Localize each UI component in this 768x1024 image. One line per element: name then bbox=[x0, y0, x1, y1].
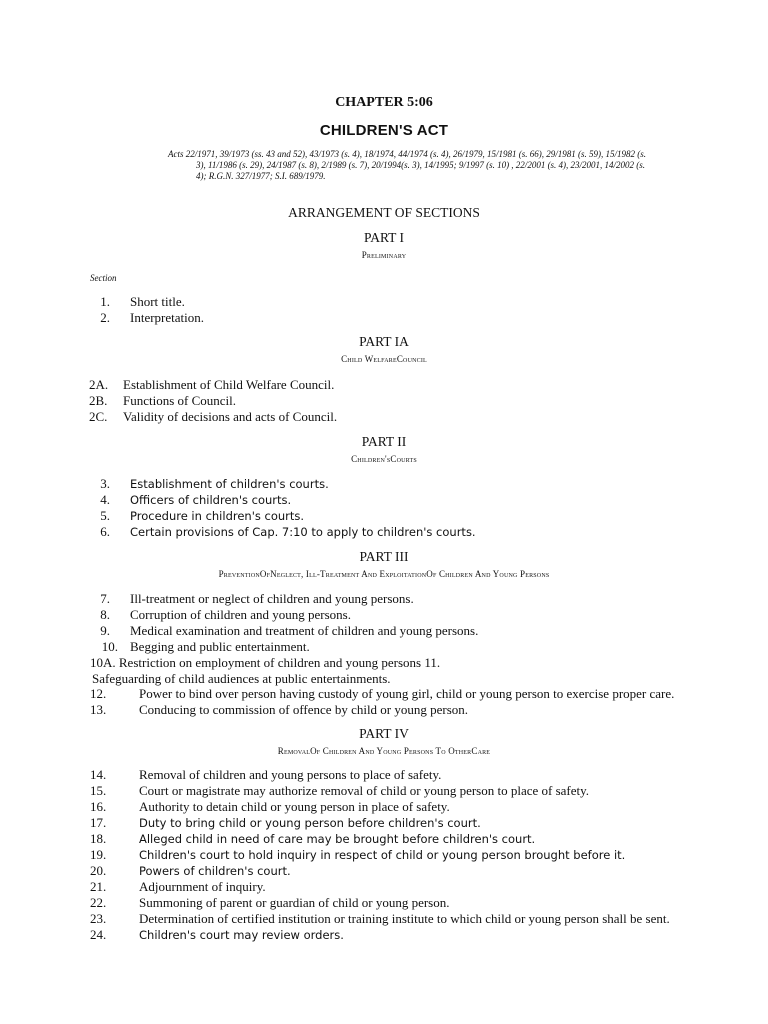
toc-entry-10a: 10A. Restriction on employment of children and young persons 11. bbox=[90, 655, 441, 670]
part-4-title: PART IV bbox=[359, 726, 409, 741]
part-1a-subtitle: Child WelfareCouncil bbox=[341, 354, 427, 364]
part-2-title: PART II bbox=[361, 434, 407, 449]
acts-citation bbox=[168, 149, 720, 182]
acts-line-3: 4); R.G.N. 327/1977; S.I. 689/1979. bbox=[196, 171, 326, 181]
part-1a-title: PART IA bbox=[359, 334, 409, 349]
chapter-heading: CHAPTER 5:06 bbox=[335, 95, 433, 110]
act-title: CHILDREN'S ACT bbox=[319, 122, 449, 139]
arrangement-heading: ARRANGEMENT OF SECTIONS bbox=[288, 205, 480, 220]
part-1-subtitle: Preliminary bbox=[361, 250, 407, 260]
document-page: CHAPTER 5:06 CHILDREN'S ACT Acts 22/1971, 39/1973 (ss. 43 and 52), 43/1973 (s. 4), 18/1974, 44/1974 (s. 4), 26/1979, 15/1981 (s. 66), 29/1981 (s. 59), 15/1982 (s. 3), 11/1986 (s. 29), 24/1987 (s. 8), 2/1989 (s. 7), 20/1994(s. 3), 14/1995; 9/1997 (s. 10) , 22/2001 (s. 4), 23/2001, 14/2002 (s. 4); R.G.N. 327/1977; S.I. 689/1979. ARRANGEMENT OF SECTIONS PART I Preliminary Section 1. Short title. 2. Interpretation. PART IA Child WelfareCouncil 2A. Establishment of Child Welfare Council. 2B. Functions of Council. 2C. Validity of decisions and acts of Council. PART II Children'sCourts 3. Establishment of children's courts. 4. Officers of children's courts. 5. Procedure in children's courts. 6. Certain provisions of Cap. 7:10 to apply to children's courts. PART III PreventionOfNeglect, Ill-Treatment And ExploitationOf Children And Young Persons 7. Ill-treatment or neglect of children and young persons. 8. Corruption of children and young persons. 9. Medical examination and treatment of children and young persons. 10. Begging and public entertainment. 10A. Restriction on employment of children and young persons 11. Safeguarding of child audiences at public entertainments. 12. Power to bind over person having custody of young girl, child or young person to exercise proper care. 13. Conducing to commission of offence by child or young person. PART IV RemovalOf Children And Young Persons To OtherCare 14. Removal of children and young persons to place of safety. 15. Court or magistrate may authorize removal of child or young person to place of safety. 16. Authority to detain child or young person in place of safety. 17. Duty to bring child or young person before children's court. 18. Alleged child in need of care may be brought before children's court. 19. Children's court to hold inquiry in respect of child or young person brought before it. 20. Powers of children's court. 21. Adjournment of inquiry. 22. Summoning of parent or guardian of child or young person. 23. Determination of certified institution or training institute to which child or young person shall be sent. 24. Children's court may review orders. bbox=[0, 0, 768, 1024]
part-2-subtitle: Children'sCourts bbox=[351, 454, 417, 464]
part-3-title: PART III bbox=[359, 549, 409, 564]
section-column-label: Section bbox=[90, 273, 117, 283]
toc-entry-11: Safeguarding of child audiences at public entertainments. bbox=[92, 671, 391, 686]
acts-line-2: 3), 11/1986 (s. 29), 24/1987 (s. 8), 2/1989 (s. 7), 20/1994(s. 3), 14/1995; 9/1997 (s. 10) , 22/2001 (s. 4), 23/2001, 14/2002 (s. bbox=[196, 160, 646, 170]
part-1-title: PART I bbox=[363, 230, 405, 245]
part-3-subtitle: PreventionOfNeglect, Ill-Treatment And ExploitationOf Children And Young Persons bbox=[218, 569, 550, 579]
acts-line-1: Acts 22/1971, 39/1973 (ss. 43 and 52), 43/1973 (s. 4), 18/1974, 44/1974 (s. 4), 26/1979, 15/1981 (s. 66), 29/1981 (s. 59), 15/1982 (s. bbox=[168, 149, 646, 159]
part-4-subtitle: RemovalOf Children And Young Persons To OtherCare bbox=[277, 746, 491, 756]
